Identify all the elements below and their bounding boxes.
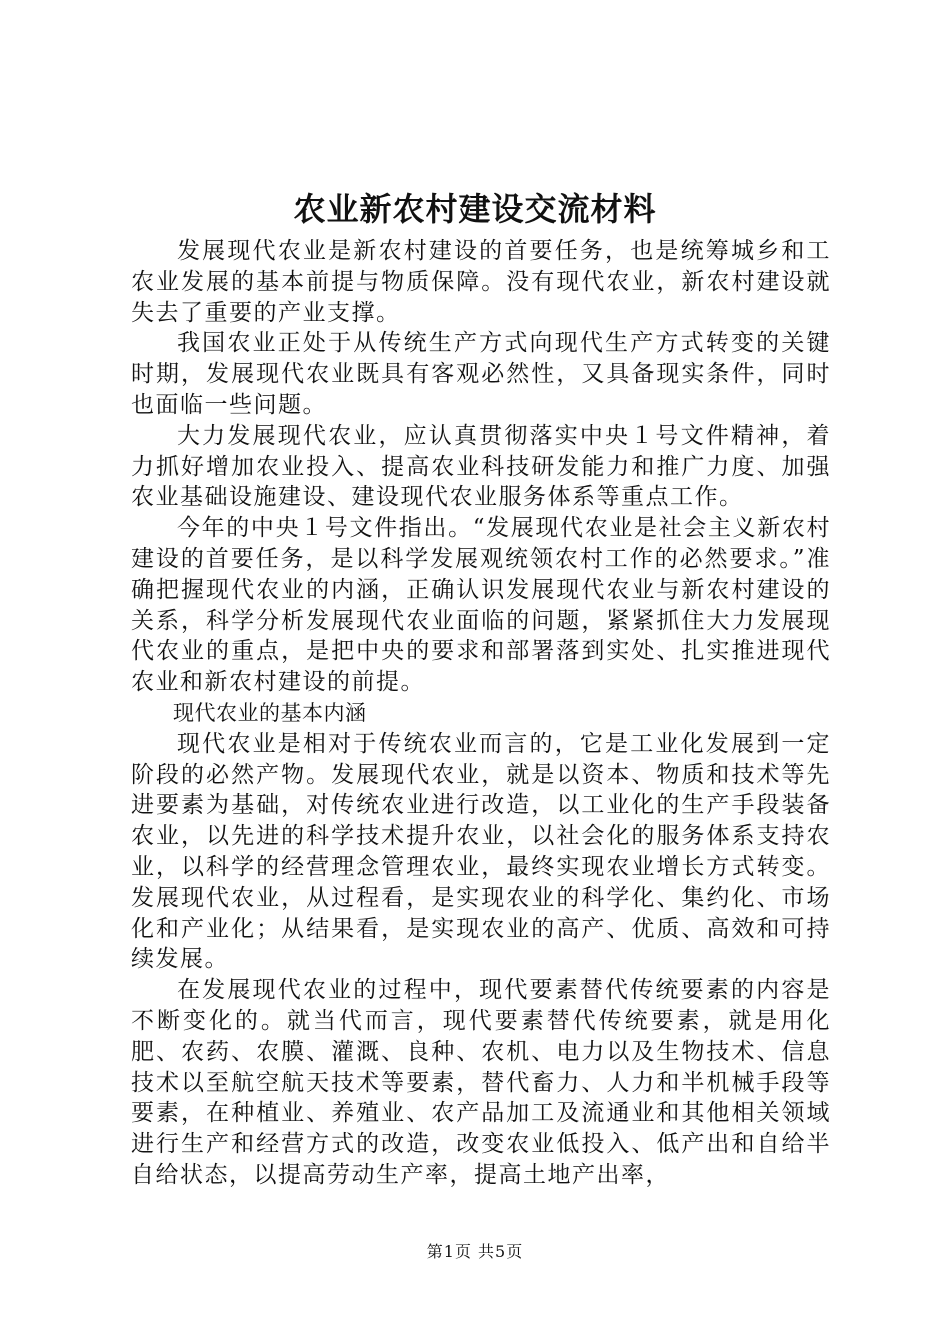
paragraph-2: 我国农业正处于从传统生产方式向现代生产方式转变的关键时期，发展现代农业既具有客观必然性，又具备现实条件，同时也面临一些问题。 [131,330,831,418]
paragraph-5: 现代农业是相对于传统农业而言的，它是工业化发展到一定阶段的必然产物。发展现代农业，就是以资本、物质和技术等先进要素为基础，对传统农业进行改造，以工业化的生产手段装备农业，以先进的科学技术提升农业，以社会化的服务体系支持农业，以科学的经营理念管理农业，最终实现农业增长方式转变。发展现代农业，从过程看，是实现农业的科学化、集约化、市场化和产业化；从结果看，是实现农业的高产、优质、高效和可持续发展。 [131,730,831,973]
paragraph-3: 大力发展现代农业，应认真贯彻落实中央１号文件精神，着力抓好增加农业投入、提高农业科技研发能力和推广力度、加强农业基础设施建设、建设现代农业服务体系等重点工作。 [131,422,831,511]
page-number-footer: 第1页 共5页 [426,1242,524,1261]
document-title: 农业新农村建设交流材料 [293,190,657,228]
paragraph-1: 发展现代农业是新农村建设的首要任务，也是统筹城乡和工农业发展的基本前提与物质保障。没有现代农业，新农村建设就失去了重要的产业支撑。 [131,238,831,326]
paragraph-6: 在发展现代农业的过程中，现代要素替代传统要素的内容是不断变化的。就当代而言，现代要素替代传统要素，就是用化肥、农药、农膜、灌溉、良种、农机、电力以及生物技术、信息技术以至航空航天技术等要素，替代畜力、人力和半机械手段等要素，在种植业、养殖业、农产品加工及流通业和其他相关领域进行生产和经营方式的改造，改变农业低投入、低产出和自给半自给状态，以提高劳动生产率，提高土地产出率， [131,977,831,1188]
document-body [131,236,831,1191]
section-heading: 现代农业的基本内涵 [173,700,367,725]
paragraph-4: 今年的中央１号文件指出。“发展现代农业是社会主义新农村建设的首要任务，是以科学发展观统领农村工作的必然要求。”准确把握现代农业的内涵，正确认识发展现代农业与新农村建设的关系，科学分析发展现代农业面临的问题，紧紧抓住大力发展现代农业的重点，是把中央的要求和部署落到实处、扎实推进现代农业和新农村建设的前提。 [131,515,831,696]
